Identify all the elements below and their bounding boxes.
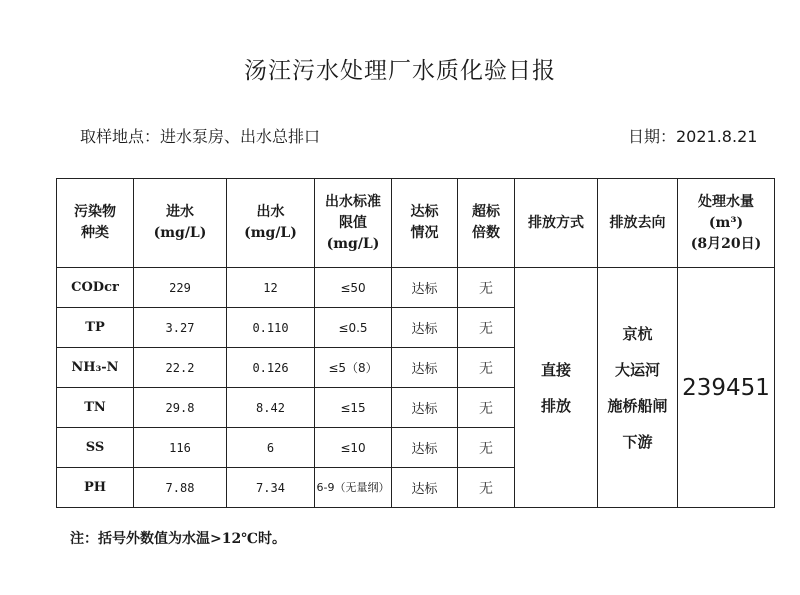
pollutant-cell: NH₃-N [57,348,134,388]
water-quality-table [56,178,775,508]
discharge-mode-cell: 直接 排放 [515,268,598,508]
discharge-dest-cell: 京杭 大运河 施桥船闸 下游 [598,268,678,508]
pollutant-cell: CODcr [57,268,134,308]
influent-cell: 116 [134,428,227,468]
sampling-location: 取样地点：进水泵房、出水总排口 [80,127,321,146]
header-pollutant: 污染物 种类 [57,179,134,268]
exceed-cell: 无 [458,388,515,428]
exceed-cell: 无 [458,308,515,348]
effluent-cell: 12 [227,268,315,308]
pollutant-cell: TN [57,388,134,428]
footnote: 注：括号外数值为水温>12℃时。 [70,531,286,547]
limit-cell: ≤5（8） [315,348,392,388]
effluent-cell: 8.42 [227,388,315,428]
limit-cell: 6-9（无量纲） [315,468,392,508]
report-date: 日期：2021.8.21 [628,127,758,146]
header-discharge-mode: 排放方式 [515,179,598,268]
header-volume: 处理水量 (m³) (8月20日) [678,179,775,268]
header-discharge-dest: 排放去向 [598,179,678,268]
table-header-row [57,179,775,268]
exceed-cell: 无 [458,468,515,508]
status-cell: 达标 [392,268,458,308]
report-title: 汤汪污水处理厂水质化验日报 [244,58,556,84]
status-cell: 达标 [392,468,458,508]
status-cell: 达标 [392,308,458,348]
effluent-cell: 0.126 [227,348,315,388]
influent-cell: 7.88 [134,468,227,508]
exceed-cell: 无 [458,428,515,468]
limit-cell: ≤50 [315,268,392,308]
exceed-cell: 无 [458,268,515,308]
status-cell: 达标 [392,388,458,428]
header-influent: 进水 (mg/L) [134,179,227,268]
volume-value-cell: 239451 [678,268,775,508]
effluent-cell: 0.110 [227,308,315,348]
influent-cell: 3.27 [134,308,227,348]
header-exceed: 超标 倍数 [458,179,515,268]
status-cell: 达标 [392,428,458,468]
exceed-cell: 无 [458,348,515,388]
header-effluent: 出水 (mg/L) [227,179,315,268]
effluent-cell: 7.34 [227,468,315,508]
influent-cell: 229 [134,268,227,308]
limit-cell: ≤10 [315,428,392,468]
table-row [57,268,775,308]
header-limit: 出水标准 限值 (mg/L) [315,179,392,268]
limit-cell: ≤0.5 [315,308,392,348]
influent-cell: 22.2 [134,348,227,388]
pollutant-cell: PH [57,468,134,508]
pollutant-cell: TP [57,308,134,348]
influent-cell: 29.8 [134,388,227,428]
effluent-cell: 6 [227,428,315,468]
header-compliance: 达标 情况 [392,179,458,268]
pollutant-cell: SS [57,428,134,468]
status-cell: 达标 [392,348,458,388]
limit-cell: ≤15 [315,388,392,428]
